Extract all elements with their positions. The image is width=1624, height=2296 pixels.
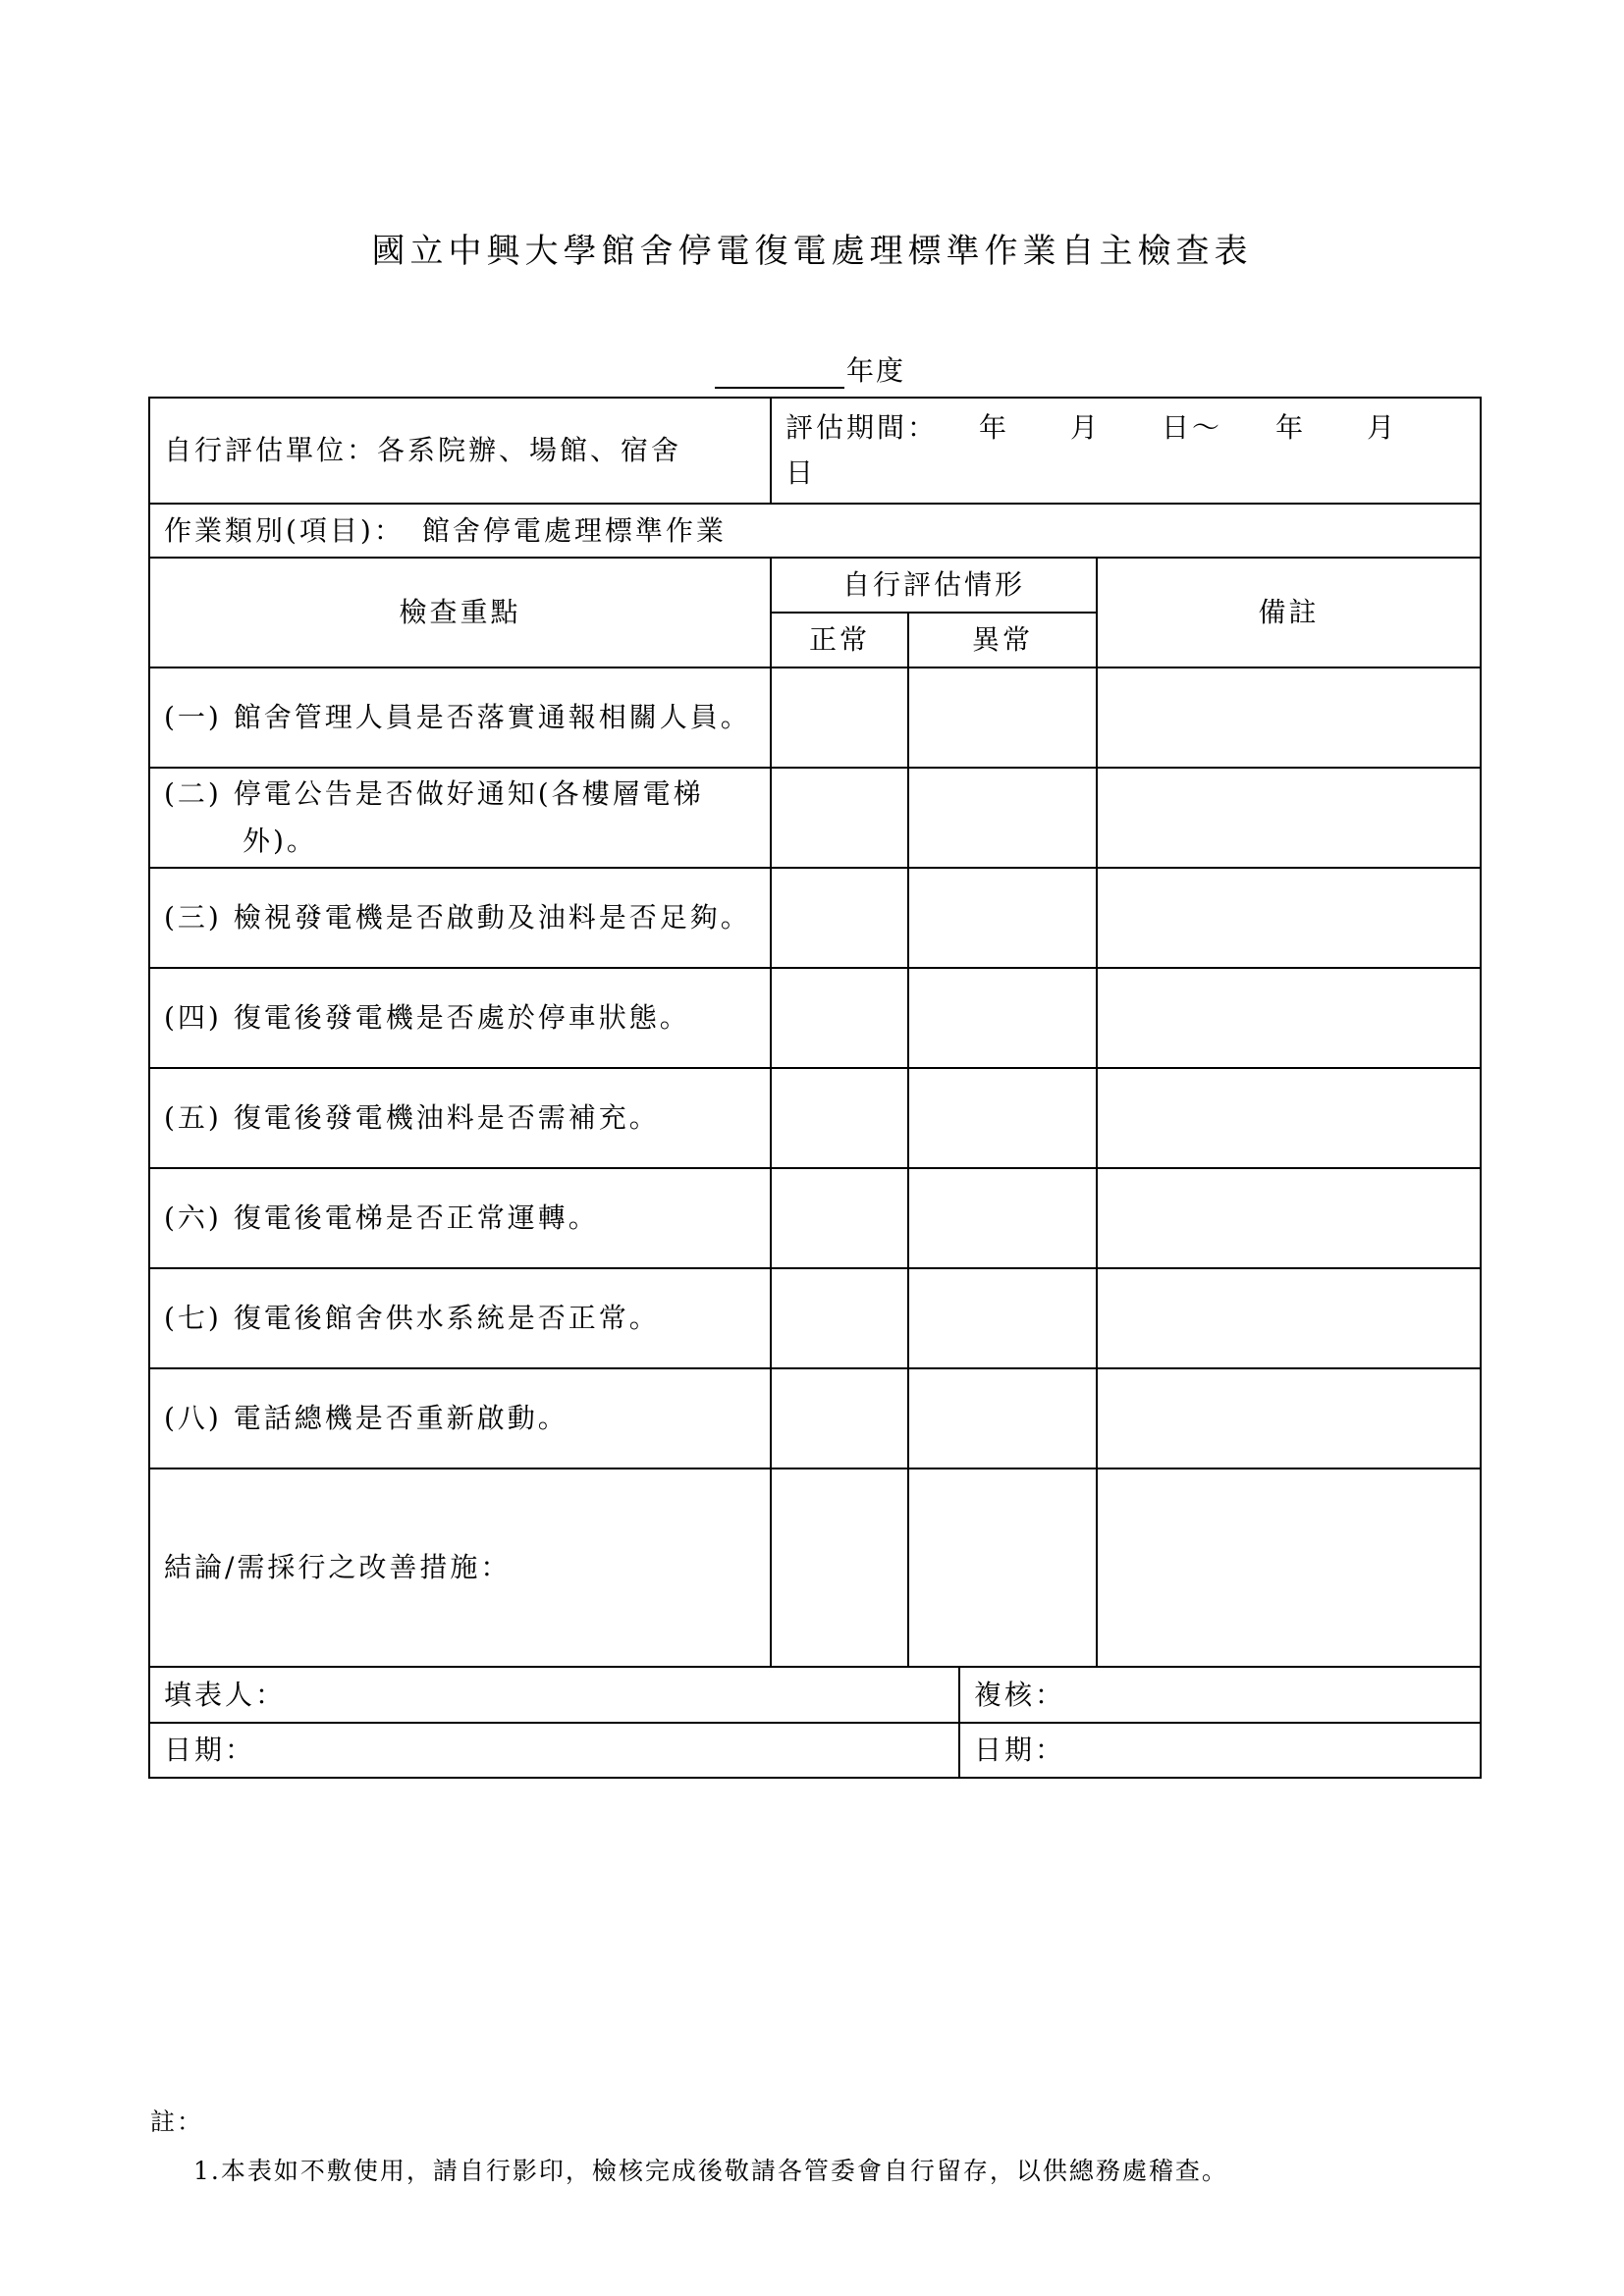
check-item-text: (六) 復電後電梯是否正常運轉。 (164, 1201, 599, 1234)
period-start-year: 年 (979, 411, 1010, 444)
reviewer-date-cell[interactable]: 日期： (959, 1723, 1481, 1778)
abnormal-cell[interactable] (908, 1268, 1097, 1368)
remarks-cell[interactable] (1097, 768, 1481, 868)
filler-cell[interactable]: 填表人： (149, 1667, 959, 1723)
table-row (149, 1268, 1481, 1368)
remarks-cell[interactable] (1097, 1168, 1481, 1268)
normal-cell[interactable] (771, 667, 908, 768)
conclusion-row (149, 1468, 1481, 1667)
abnormal-cell[interactable] (908, 1368, 1097, 1468)
check-item (149, 667, 771, 768)
abnormal-cell[interactable] (908, 1068, 1097, 1168)
check-item-text: (七) 復電後館舍供水系統是否正常。 (164, 1302, 660, 1334)
check-item (149, 768, 771, 868)
remarks-cell[interactable] (1097, 968, 1481, 1068)
category-cell (149, 504, 1481, 558)
period-end-year: 年 (1275, 411, 1307, 444)
form-title: 國立中興大學館舍停電復電處理標準作業自主檢查表 (371, 232, 1253, 271)
check-item (149, 1068, 771, 1168)
category-value: 館舍停電處理標準作業 (421, 513, 727, 547)
check-item (149, 868, 771, 968)
checklist-table (148, 397, 1482, 1779)
table-row (149, 1068, 1481, 1168)
unit-cell: 自行評估單位：各系院辦、場館、宿舍 (149, 398, 771, 504)
check-item-text: (四) 復電後發電機是否處於停車狀態。 (164, 1001, 690, 1034)
normal-cell[interactable] (771, 768, 908, 868)
check-item-text: (八) 電話總機是否重新啟動。 (164, 1402, 568, 1434)
abnormal-cell[interactable] (908, 868, 1097, 968)
check-item-text: (三) 檢視發電機是否啟動及油料是否足夠。 (164, 901, 751, 934)
category-label: 作業類別(項目)： (164, 513, 405, 547)
normal-cell[interactable] (771, 1168, 908, 1268)
normal-header: 正常 (771, 613, 908, 667)
abnormal-cell[interactable] (908, 667, 1097, 768)
check-points-header: 檢查重點 (149, 558, 771, 667)
assessment-period-cell[interactable] (771, 398, 1481, 504)
note-title: 註： (150, 2108, 204, 2136)
table-row (149, 667, 1481, 768)
normal-cell[interactable] (771, 1368, 908, 1468)
conclusion-label: 結論/需採行之改善措施： (149, 1468, 771, 1667)
check-item-text: (一) 館舍管理人員是否落實通報相關人員。 (164, 701, 751, 733)
abnormal-cell[interactable] (908, 1168, 1097, 1268)
abnormal-cell[interactable] (908, 768, 1097, 868)
check-item (149, 1268, 771, 1368)
normal-cell[interactable] (771, 1268, 908, 1368)
table-row (149, 968, 1481, 1068)
remarks-cell[interactable] (1097, 1368, 1481, 1468)
check-item (149, 1168, 771, 1268)
period-start-month: 月 (1070, 411, 1102, 444)
reviewer-cell[interactable]: 複核： (959, 1667, 1481, 1723)
table-row (149, 1368, 1481, 1468)
period-start-day: 日～ (1162, 411, 1223, 444)
abnormal-header: 異常 (908, 613, 1097, 667)
footer-notes (150, 2103, 1228, 2187)
remarks-header: 備註 (1097, 558, 1481, 667)
period-end-month: 月 (1367, 411, 1398, 444)
check-item (149, 968, 771, 1068)
conclusion-remarks-cell[interactable] (1097, 1468, 1481, 1667)
period-label: 評估期間： (785, 411, 939, 444)
normal-cell[interactable] (771, 1068, 908, 1168)
filler-date-cell[interactable]: 日期： (149, 1723, 959, 1778)
normal-cell[interactable] (771, 868, 908, 968)
note-item: 1.本表如不敷使用，請自行影印，檢核完成後敬請各管委會自行留存，以供總務處稽查。 (193, 2157, 1228, 2185)
remarks-cell[interactable] (1097, 868, 1481, 968)
conclusion-abnormal-cell[interactable] (908, 1468, 1097, 1667)
remarks-cell[interactable] (1097, 1068, 1481, 1168)
remarks-cell[interactable] (1097, 1268, 1481, 1368)
table-row (149, 868, 1481, 968)
normal-cell[interactable] (771, 968, 908, 1068)
check-item-text: (五) 復電後發電機油料是否需補充。 (164, 1101, 660, 1134)
table-row (149, 768, 1481, 868)
table-row (149, 1168, 1481, 1268)
remarks-cell[interactable] (1097, 667, 1481, 768)
year-label: 年度 (846, 354, 906, 387)
period-end-day: 日 (785, 456, 817, 489)
year-blank-field[interactable] (715, 357, 844, 389)
self-assessment-header: 自行評估情形 (771, 558, 1097, 613)
check-item (149, 1368, 771, 1468)
year-line (715, 349, 905, 389)
check-item-text: (二) 停電公告是否做好通知(各樓層電梯外)。 (164, 777, 704, 857)
conclusion-normal-cell[interactable] (771, 1468, 908, 1667)
abnormal-cell[interactable] (908, 968, 1097, 1068)
